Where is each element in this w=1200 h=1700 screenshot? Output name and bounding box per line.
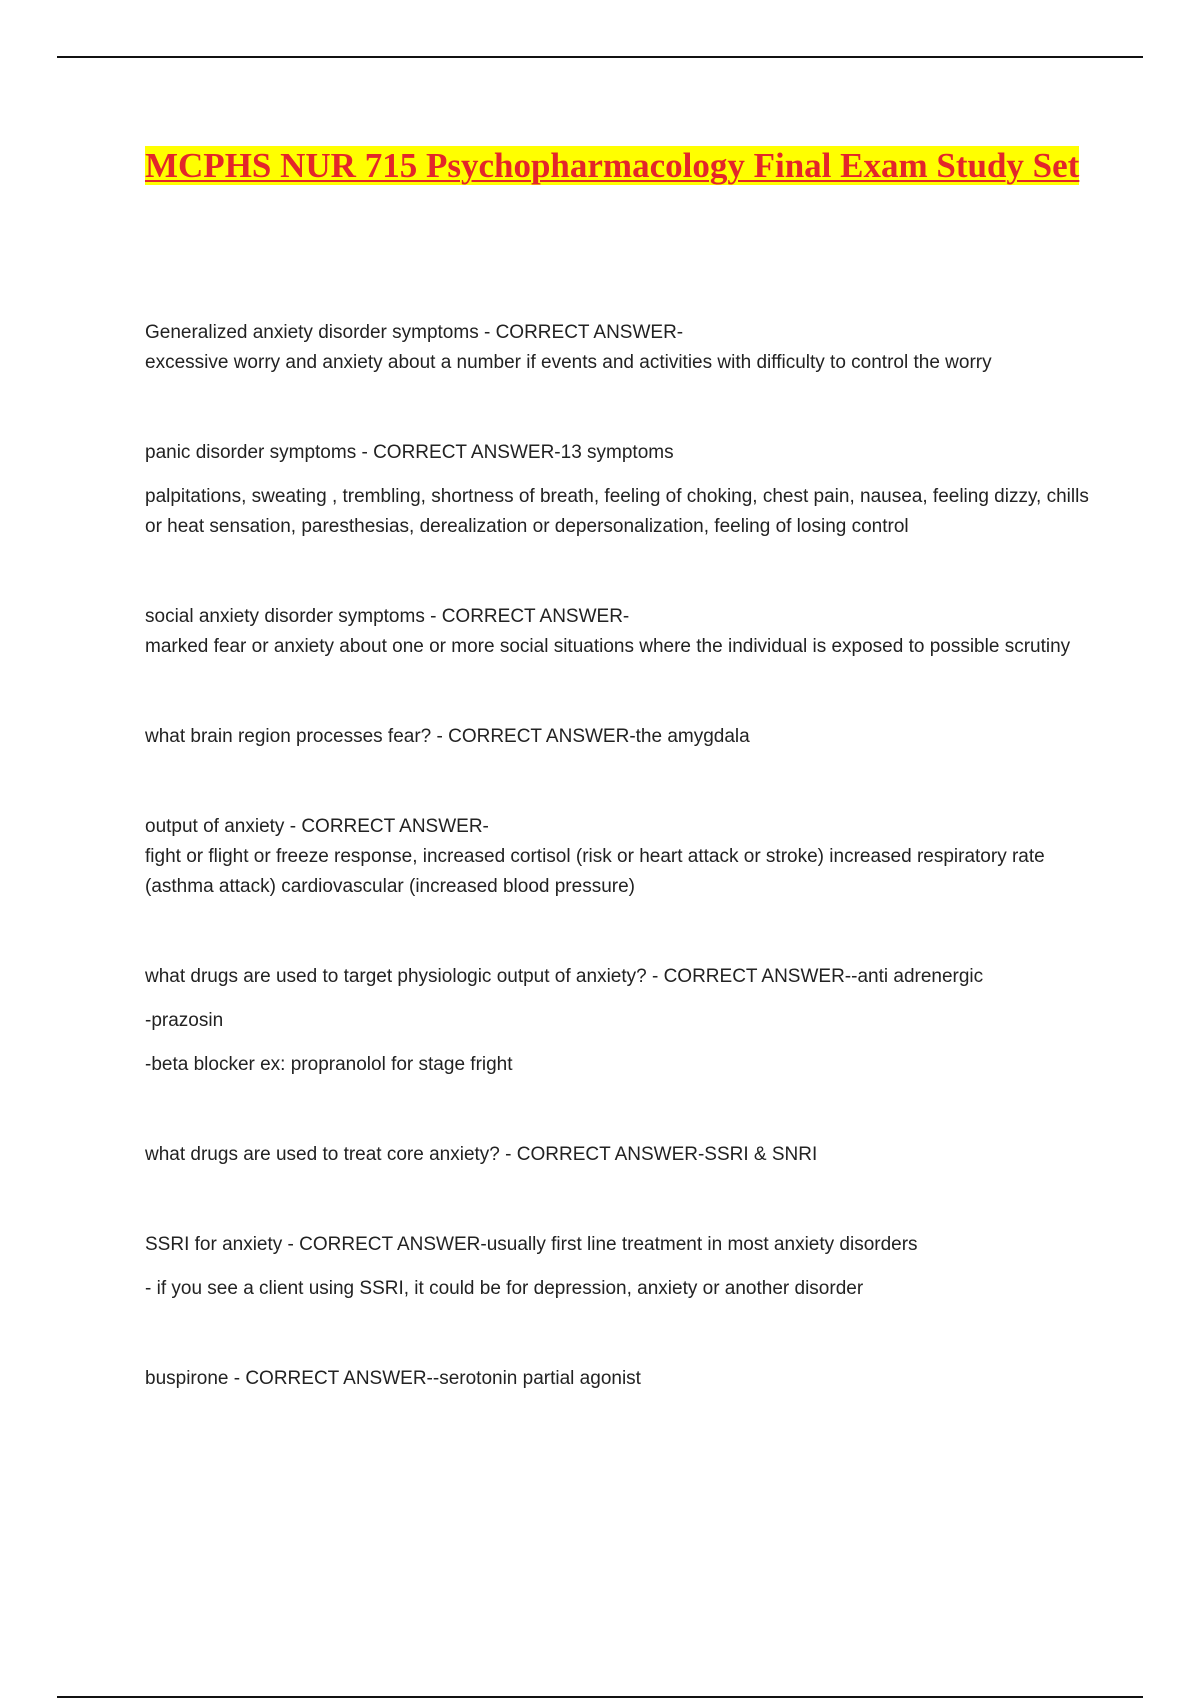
document-title-text: MCPHS NUR 715 Psychopharmacology Final Exam Study Set bbox=[145, 146, 1080, 185]
entry-question: buspirone - CORRECT ANSWER--serotonin partial agonist bbox=[145, 1368, 641, 1389]
entry-question: output of anxiety - CORRECT ANSWER- bbox=[145, 816, 489, 837]
entry-question: panic disorder symptoms - CORRECT ANSWER-13 symptoms bbox=[145, 442, 674, 463]
entry-question: Generalized anxiety disorder symptoms - CORRECT ANSWER- bbox=[145, 322, 684, 343]
entry-panic bbox=[145, 438, 1095, 542]
document-body bbox=[145, 318, 1095, 1394]
entry-answer: excessive worry and anxiety about a number if events and activities with difficulty to control the worry bbox=[145, 352, 992, 373]
entry-question: what drugs are used to treat core anxiety? - CORRECT ANSWER-SSRI & SNRI bbox=[145, 1144, 818, 1165]
entry-core-anxiety bbox=[145, 1140, 1095, 1170]
header-rule bbox=[57, 56, 1143, 58]
entry-ssri bbox=[145, 1230, 1095, 1304]
entry-question: what brain region processes fear? - CORRECT ANSWER-the amygdala bbox=[145, 726, 750, 747]
entry-brain-region bbox=[145, 722, 1095, 752]
entry-question: SSRI for anxiety - CORRECT ANSWER-usually first line treatment in most anxiety disorders bbox=[145, 1234, 918, 1255]
entry-buspirone bbox=[145, 1364, 1095, 1394]
entry-gad bbox=[145, 318, 1095, 378]
entry-answer: palpitations, sweating , trembling, shortness of breath, feeling of choking, chest pain, nausea, feeling dizzy, chills or heat sensation, paresthesias, derealization or depersonalization, feeling of losing control bbox=[145, 486, 1089, 537]
entry-detail: - if you see a client using SSRI, it could be for depression, anxiety or another disorder bbox=[145, 1278, 864, 1299]
document-title bbox=[145, 144, 1085, 187]
footer-rule bbox=[57, 1696, 1143, 1698]
entry-answer: fight or flight or freeze response, increased cortisol (risk or heart attack or stroke) increased respiratory rate (asthma attack) cardiovascular (increased blood pressure) bbox=[145, 846, 1045, 897]
entry-question: what drugs are used to target physiologic output of anxiety? - CORRECT ANSWER--anti adrenergic bbox=[145, 966, 984, 987]
entry-output-anxiety bbox=[145, 812, 1095, 902]
entry-question: social anxiety disorder symptoms - CORRECT ANSWER- bbox=[145, 606, 630, 627]
entry-social-anxiety bbox=[145, 602, 1095, 662]
entry-physiologic-drugs bbox=[145, 962, 1095, 1080]
entry-detail: -prazosin bbox=[145, 1010, 224, 1031]
entry-answer: marked fear or anxiety about one or more social situations where the individual is exposed to possible scrutiny bbox=[145, 636, 1071, 657]
entry-detail: -beta blocker ex: propranolol for stage fright bbox=[145, 1054, 513, 1075]
